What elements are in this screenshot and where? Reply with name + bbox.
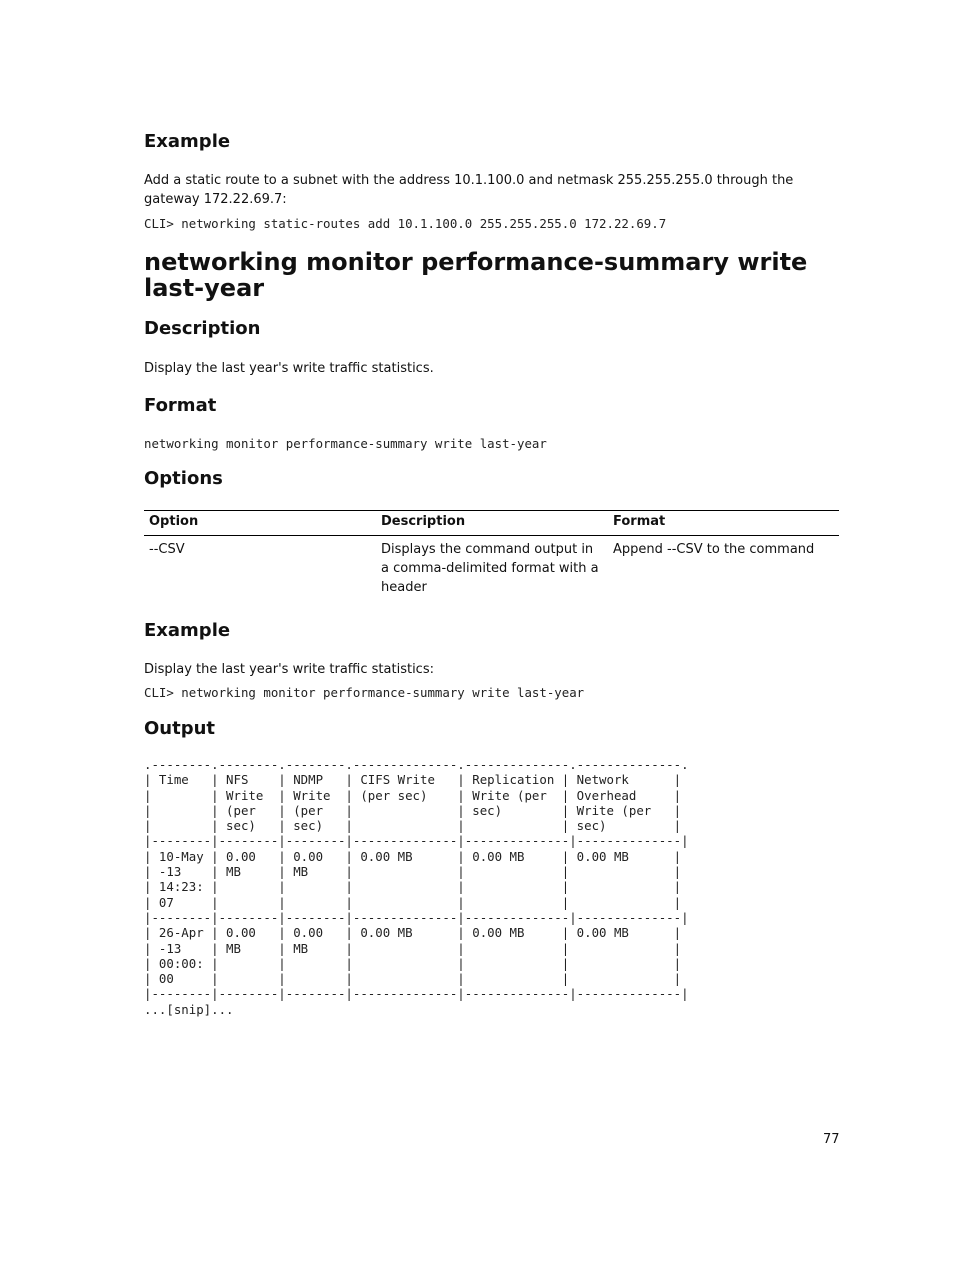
example2-heading: Example — [144, 620, 231, 641]
description-cell: Displays the command output in a comma-delimited format with a header — [381, 542, 599, 595]
page-number: 77 — [823, 1132, 840, 1147]
page-title: networking monitor performance-summary write last-year — [144, 248, 808, 302]
description-heading: Description — [144, 318, 261, 339]
output-heading: Output — [144, 718, 216, 739]
column-header-format: Format — [608, 511, 839, 536]
table-header-row — [144, 511, 839, 536]
format-cell: Append --CSV to the command — [613, 542, 815, 557]
table-row — [144, 536, 839, 602]
format-heading: Format — [144, 395, 217, 416]
options-heading: Options — [144, 468, 223, 489]
output-block: .--------.--------.--------.--------------.--------------.--------------. | Time | NFS | NDMP | CIFS Write | Replication | Network | | | Write | Write | (per sec) | Write (per | Overhead | | | (per | (per | | sec) | Write (per | | | sec) | sec) | | | sec) | |--------|--------|--------|--------------|--------------|--------------| | 10-May | 0.00 | 0.00 | 0.00 MB | 0.00 MB | 0.00 MB | | -13 | MB | MB | | | | | 14:23: | | | | | | | 07 | | | | | | |--------|--------|--------|--------------|--------------|--------------| | 26-Apr | 0.00 | 0.00 | 0.00 MB | 0.00 MB | 0.00 MB | | -13 | MB | MB | | | | | 00:00: | | | | | | | 00 | | | | | | |--------|--------|--------|--------------|--------------|--------------| ...[snip]... — [144, 757, 689, 1017]
format-command: networking monitor performance-summary write last-year — [144, 436, 547, 451]
column-header-option: Option — [144, 511, 376, 536]
example-command: CLI> networking static-routes add 10.1.100.0 255.255.255.0 172.22.69.7 — [144, 216, 667, 231]
options-table — [144, 510, 839, 601]
example-text: Add a static route to a subnet with the address 10.1.100.0 and netmask 255.255.255.0 through the gateway 172.22.69.7: — [144, 173, 794, 207]
option-cell: --CSV — [149, 542, 185, 557]
example2-text: Display the last year's write traffic statistics: — [144, 662, 434, 677]
description-text: Display the last year's write traffic statistics. — [144, 361, 434, 376]
column-header-description: Description — [376, 511, 608, 536]
example2-command: CLI> networking monitor performance-summary write last-year — [144, 685, 585, 700]
example-heading: Example — [144, 131, 231, 152]
